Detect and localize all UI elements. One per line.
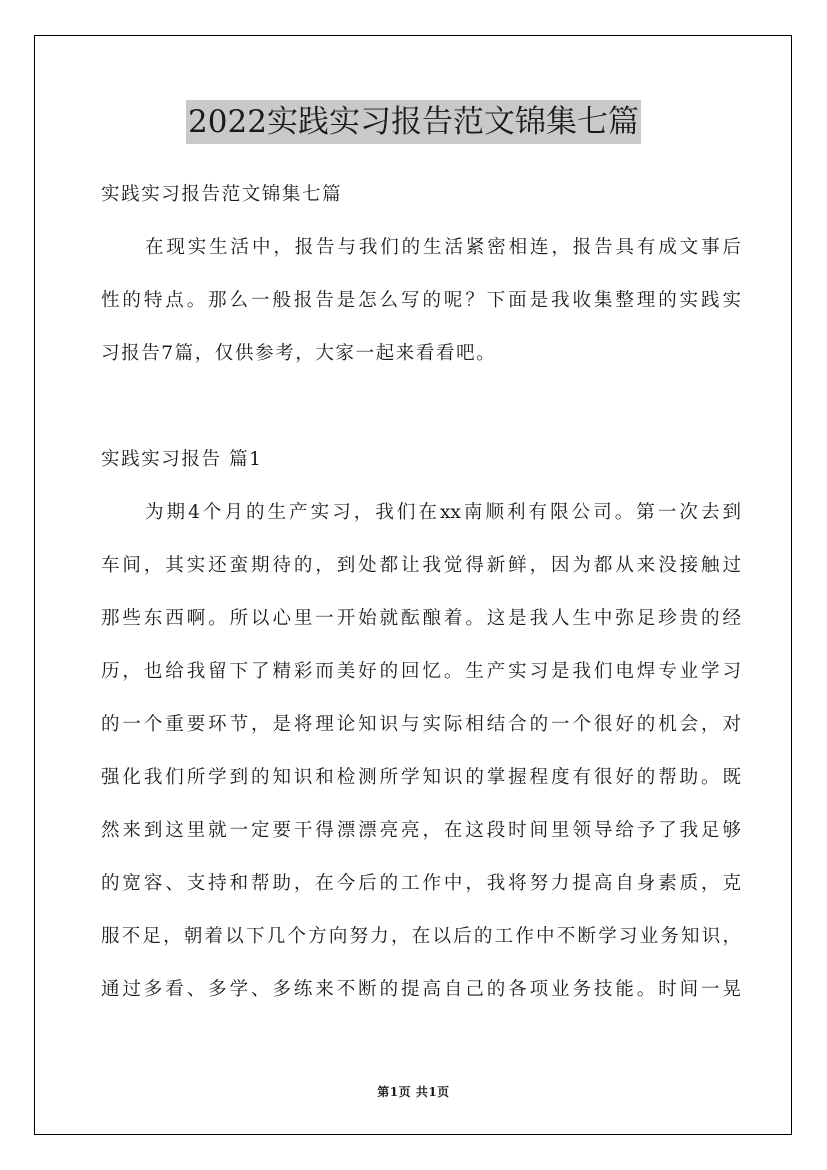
body-line-10: 通过多看、多学、多练来不断的提高自己的各项业务技能。时间一晃 xyxy=(101,979,741,1000)
section-heading: 实践实习报告 篇1 xyxy=(101,449,263,470)
body-line-2: 车间，其实还蛮期待的，到处都让我觉得新鲜，因为都从来没接触过 xyxy=(101,555,741,576)
paragraph-gap xyxy=(101,380,741,433)
body-line-1: 为期4个月的生产实习，我们在xx南顺利有限公司。第一次去到 xyxy=(145,502,741,523)
page-footer xyxy=(0,1084,827,1100)
page-number-label: 第1页 共1页 xyxy=(377,1085,450,1099)
body-line-9: 服不足，朝着以下几个方向努力，在以后的工作中不断学习业务知识， xyxy=(101,926,741,947)
body-line-8: 的宽容、支持和帮助，在今后的工作中，我将努力提高自身素质，克 xyxy=(101,873,741,894)
document-title: 2022实践实习报告范文锦集七篇 xyxy=(186,100,641,144)
intro-line-3: 习报告7篇，仅供参考，大家一起来看看吧。 xyxy=(101,343,497,364)
body-line-7: 然来到这里就一定要干得漂漂亮亮，在这段时间里领导给予了我足够 xyxy=(101,820,741,841)
title-container xyxy=(0,100,827,144)
body-line-5: 的一个重要环节，是将理论知识与实际相结合的一个很好的机会，对 xyxy=(101,714,741,735)
body-line-6: 强化我们所学到的知识和检测所学知识的掌握程度有很好的帮助。既 xyxy=(101,767,741,788)
intro-line-2: 性的特点。那么一般报告是怎么写的呢？下面是我收集整理的实践实 xyxy=(101,290,741,311)
intro-line-1: 在现实生活中，报告与我们的生活紧密相连，报告具有成文事后 xyxy=(145,237,741,258)
document-body xyxy=(101,168,741,1016)
body-line-3: 那些东西啊。所以心里一开始就酝酿着。这是我人生中弥足珍贵的经 xyxy=(101,608,741,629)
document-subtitle: 实践实习报告范文锦集七篇 xyxy=(101,184,343,205)
body-line-4: 历，也给我留下了精彩而美好的回忆。生产实习是我们电焊专业学习 xyxy=(101,661,741,682)
